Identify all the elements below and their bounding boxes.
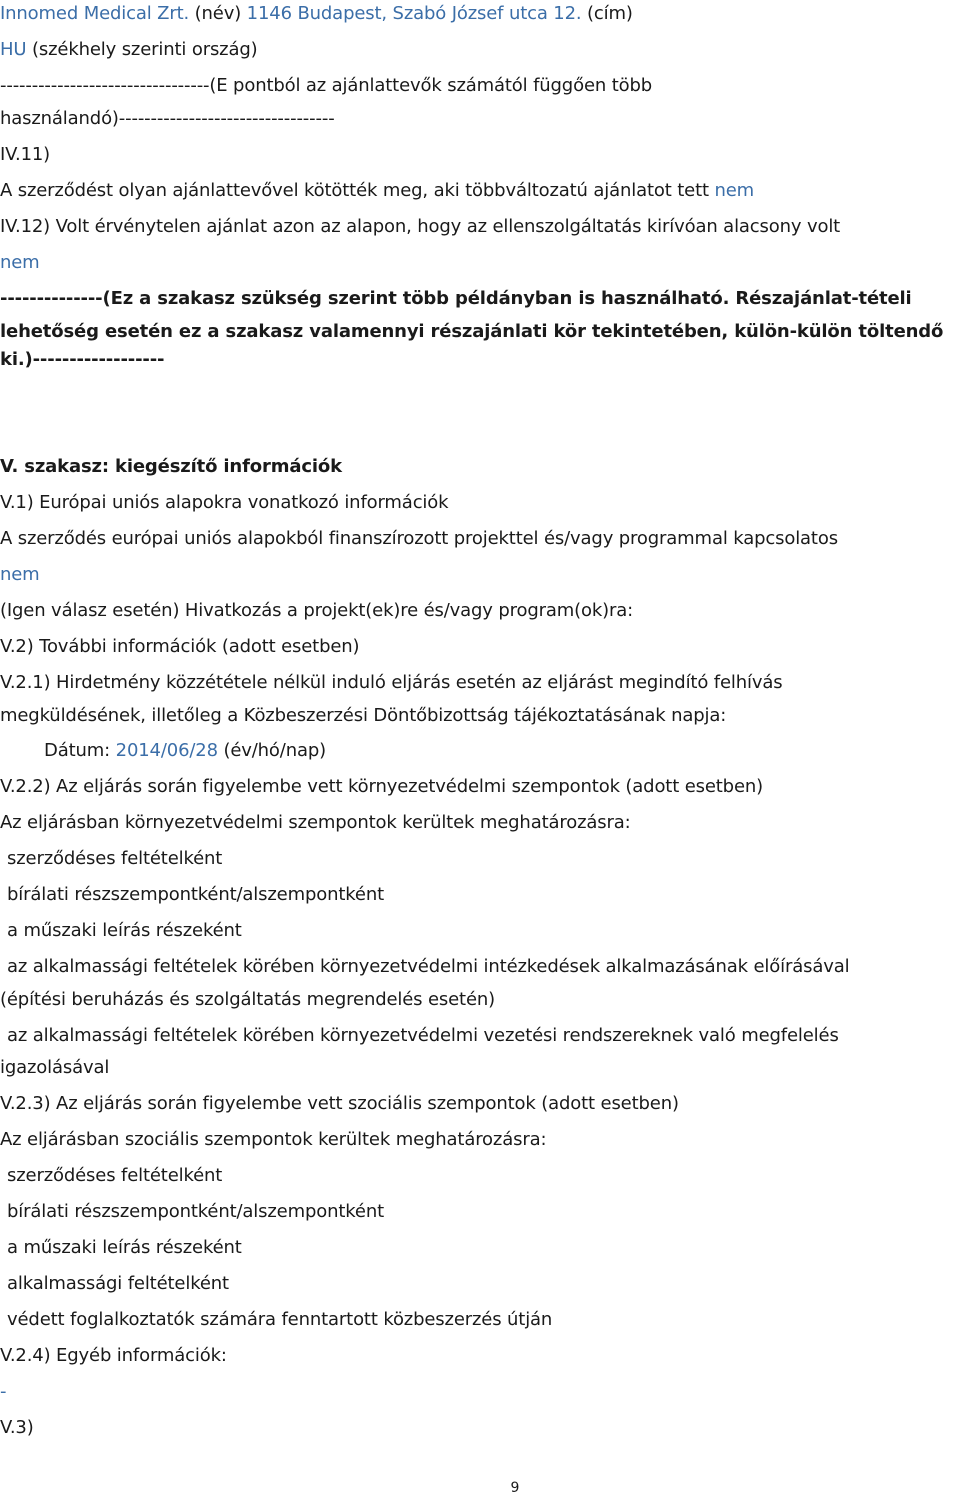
- contractor-address: 1146 Budapest, Szabó József utca 12.: [246, 3, 582, 24]
- eu-funds-answer: nem: [0, 564, 40, 585]
- section-v24-value: -: [0, 1381, 7, 1402]
- env-item-technical-spec: a műszaki leírás részeként: [7, 920, 242, 941]
- date-value: 2014/06/28: [115, 740, 218, 761]
- address-label: (cím): [581, 3, 633, 24]
- variant-offer-value: nem: [714, 180, 755, 201]
- social-item-award-subcriterion: bírálati részszempontként/alszempontként: [7, 1201, 384, 1222]
- social-item-suitability: alkalmassági feltételként: [7, 1273, 229, 1294]
- section-v24-heading: V.2.4) Egyéb információk:: [0, 1345, 227, 1366]
- env-item-measures-line-2: (építési beruházás és szolgáltatás megrendelés esetén): [0, 989, 496, 1010]
- social-item-sheltered-workshops: védett foglalkoztatók számára fenntartott közbeszerzés útján: [7, 1309, 553, 1330]
- repeat-note-line-2: lehetőség esetén ez a szakasz valamennyi részajánlati kör tekintetében, külön-külön töltendő: [0, 321, 944, 342]
- social-intro: Az eljárásban szociális szempontok kerültek meghatározásra:: [0, 1129, 547, 1150]
- section-v22-heading: V.2.2) Az eljárás során figyelembe vett környezetvédelmi szempontok (adott esetben): [0, 776, 764, 797]
- env-item-measures-line-1: az alkalmassági feltételek körében környezetvédelmi intézkedések alkalmazásának előírásával: [7, 956, 850, 977]
- country-code: HU: [0, 39, 27, 60]
- section-iv-12-question: IV.12) Volt érvénytelen ajánlat azon az alapon, hogy az ellenszolgáltatás kirívóan alacsony volt: [0, 216, 841, 237]
- section-v3-heading: V.3): [0, 1417, 34, 1438]
- page-number: 9: [510, 1480, 520, 1496]
- country-label: (székhely szerinti ország): [26, 39, 258, 60]
- section-v21-line-1: V.2.1) Hirdetmény közzététele nélkül induló eljárás esetén az eljárást megindító felhívás: [0, 672, 783, 693]
- section-v2-heading: V.2) További információk (adott esetben): [0, 636, 360, 657]
- name-label: (név): [189, 3, 247, 24]
- social-item-technical-spec: a műszaki leírás részeként: [7, 1237, 242, 1258]
- repeat-note-line-1: --------------(Ez a szakasz szükség szerint több példányban is használható. Részajánlat-tételi: [0, 288, 912, 309]
- date-format-label: (év/hó/nap): [217, 740, 326, 761]
- eu-funds-question: A szerződés európai uniós alapokból finanszírozott projekttel és/vagy programmal kapcsolatos: [0, 528, 838, 549]
- env-item-management-line-2: igazolásával: [0, 1057, 110, 1078]
- section-v21-line-2: megküldésének, illetőleg a Közbeszerzési Döntőbizottság tájékoztatásának napja:: [0, 705, 727, 726]
- date-label: Dátum:: [44, 740, 116, 761]
- separator-note-line-2: használandó)----------------------------------: [0, 108, 335, 129]
- social-item-contract-condition: szerződéses feltételként: [7, 1165, 223, 1186]
- contractor-name-line: [0, 2, 633, 26]
- section-iv-12-answer: nem: [0, 252, 40, 273]
- project-reference-label: (Igen válasz esetén) Hivatkozás a projekt(ek)re és/vagy program(ok)ra:: [0, 600, 634, 621]
- env-item-contract-condition: szerződéses feltételként: [7, 848, 223, 869]
- date-line: [44, 739, 326, 763]
- contractor-name: Innomed Medical Zrt.: [0, 3, 190, 24]
- env-item-management-line-1: az alkalmassági feltételek körében környezetvédelmi vezetési rendszereknek való megfelelés: [7, 1025, 839, 1046]
- section-v1-heading: V.1) Európai uniós alapokra vonatkozó információk: [0, 492, 449, 513]
- section-v23-heading: V.2.3) Az eljárás során figyelembe vett szociális szempontok (adott esetben): [0, 1093, 679, 1114]
- country-line: [0, 38, 258, 62]
- repeat-note-line-3: ki.)------------------: [0, 349, 165, 370]
- env-item-award-subcriterion: bírálati részszempontként/alszempontként: [7, 884, 384, 905]
- separator-note-line-1: ---------------------------------(E pontból az ajánlattevők számától függően több: [0, 75, 653, 96]
- variant-offer-label: A szerződést olyan ajánlattevővel kötötték meg, aki többváltozatú ajánlatot tett: [0, 180, 715, 201]
- section-v-heading: V. szakasz: kiegészítő információk: [0, 456, 342, 477]
- variant-offer-line: [0, 179, 754, 203]
- environmental-intro: Az eljárásban környezetvédelmi szempontok kerültek meghatározásra:: [0, 812, 631, 833]
- section-iv-11-heading: IV.11): [0, 144, 51, 165]
